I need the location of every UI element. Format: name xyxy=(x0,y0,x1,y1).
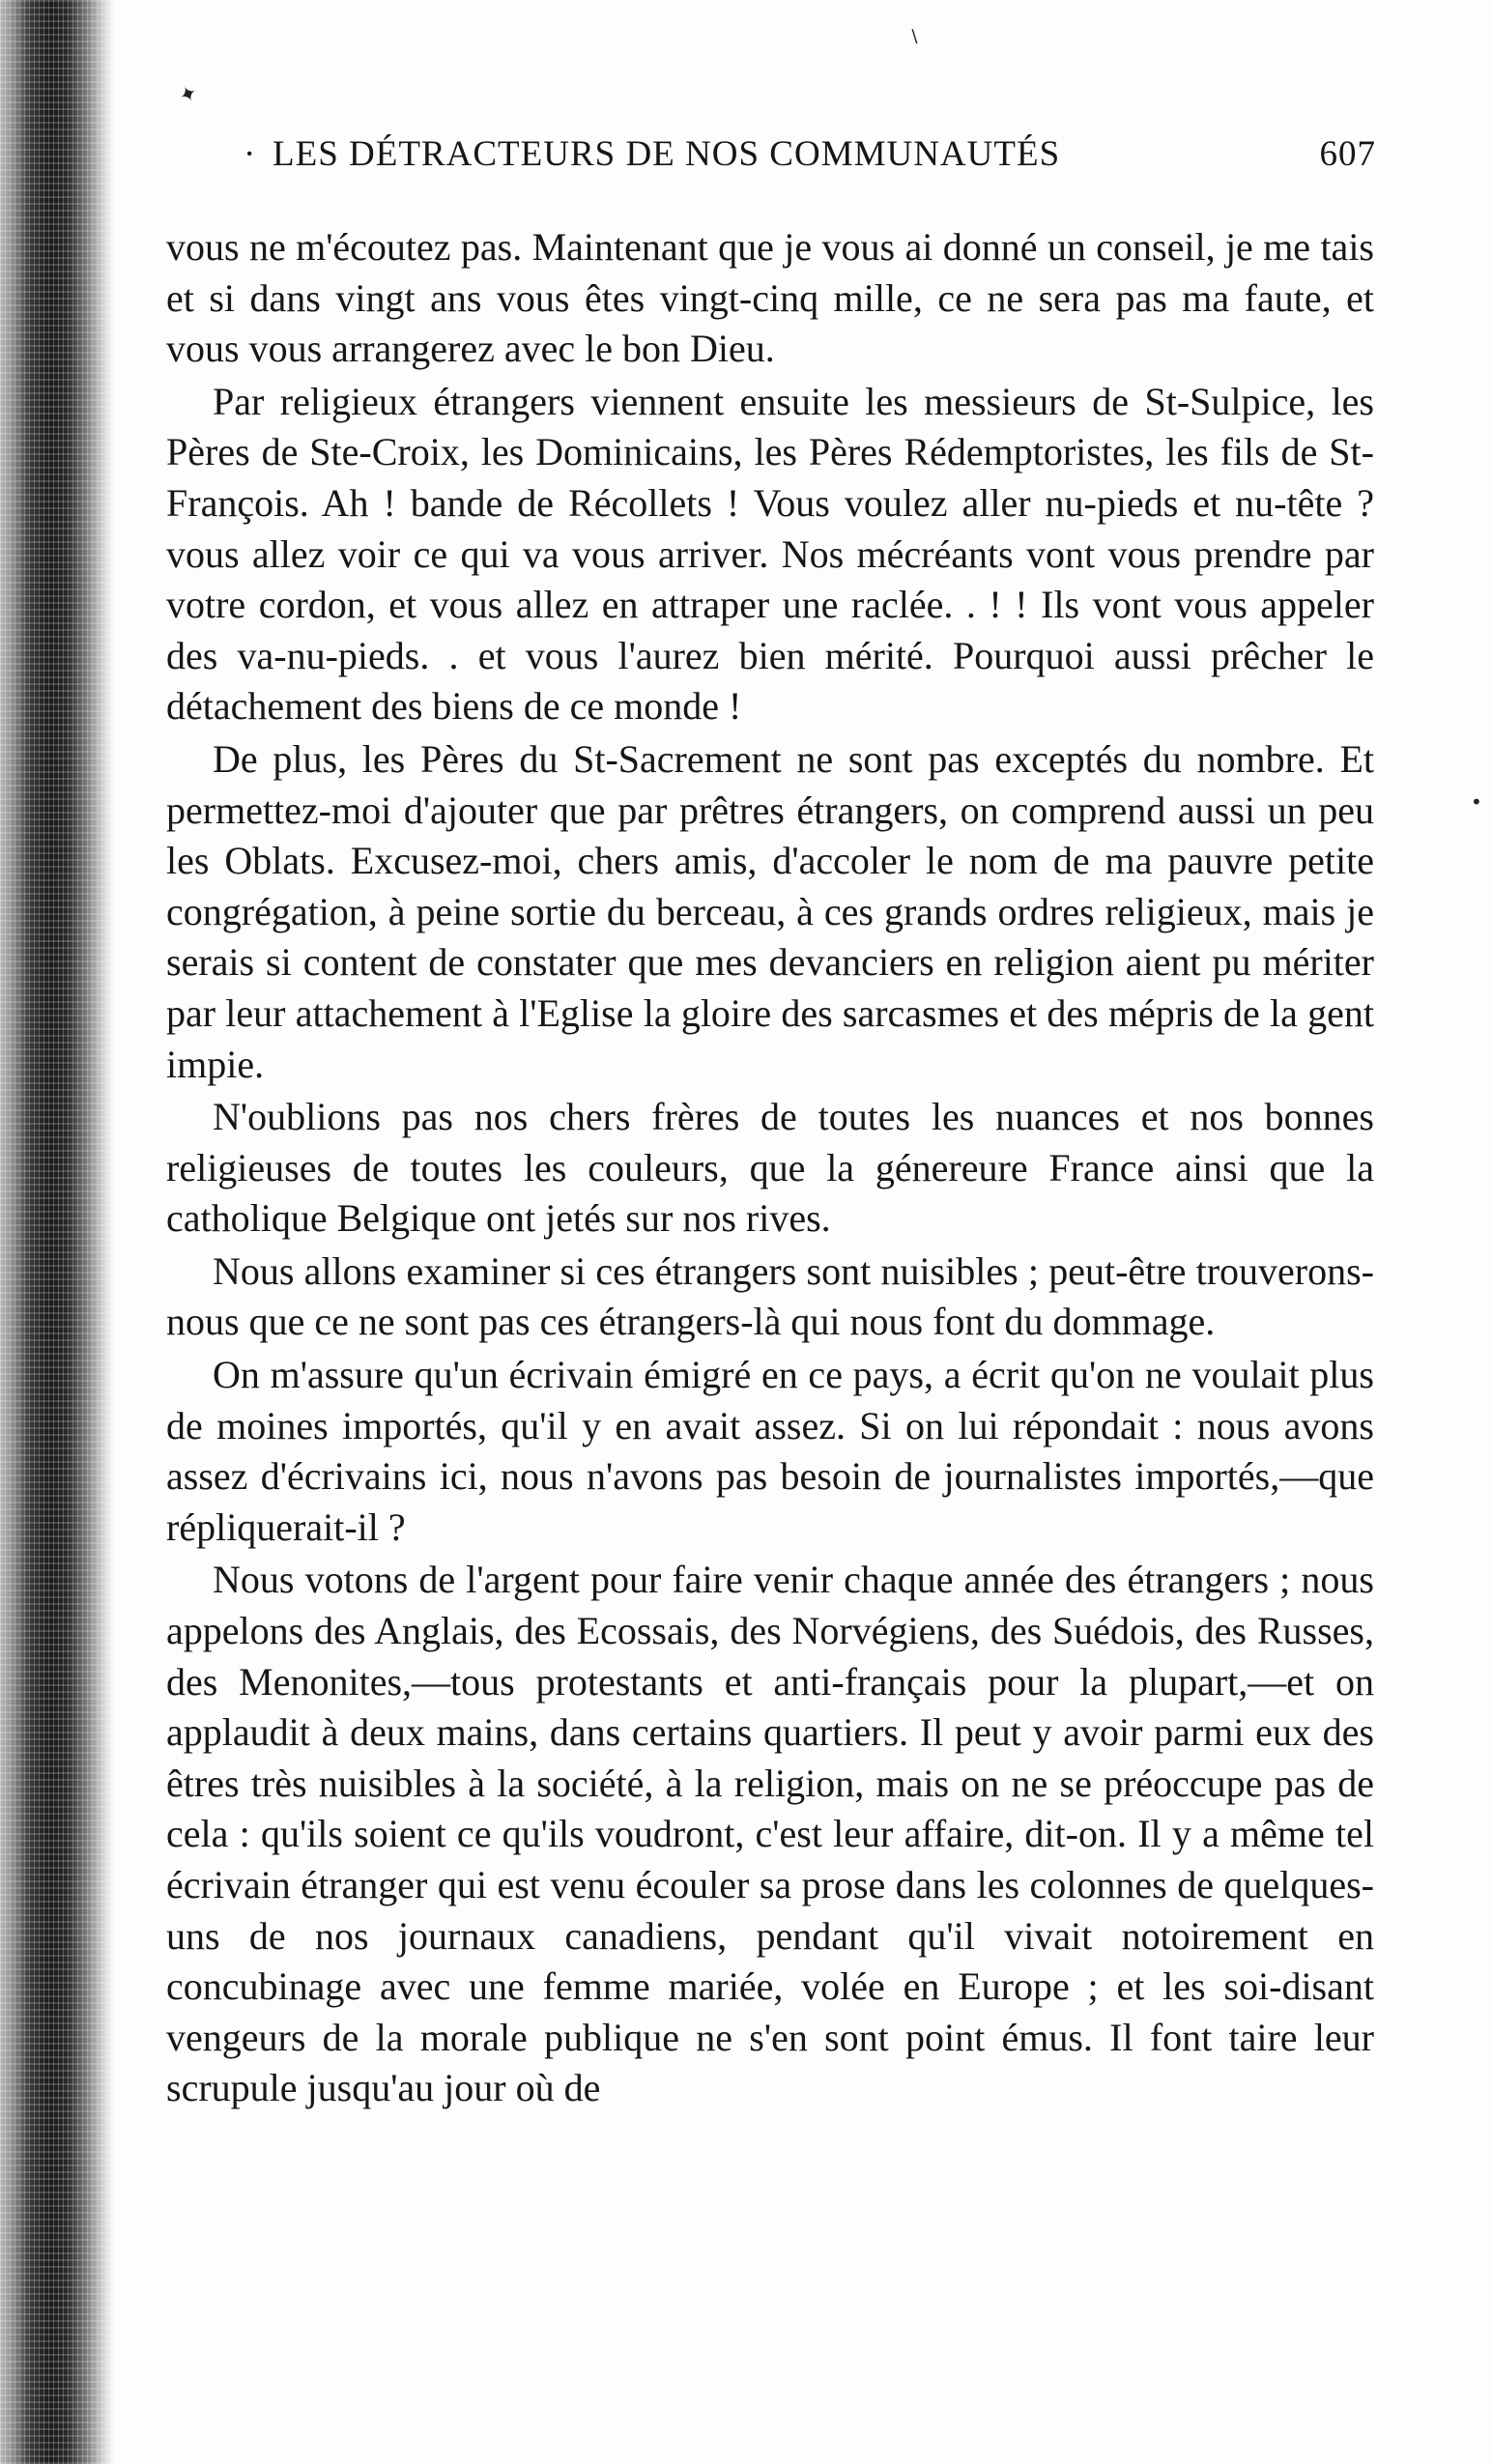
ink-speck: ∖ xyxy=(908,27,920,47)
ink-speck: ✦ xyxy=(175,80,202,110)
paragraph: De plus, les Pères du St-Sacrement ne sont pas exceptés du nombre. Et permettez-moi d'ajouter que par prêtres étrangers, on comprend aussi un peu les Oblats. Excusez-moi, chers amis, d'accoler le nom de ma pauvre petite congrégation, à peine sortie du berceau, à ces grands ordres religieux, mais je serais si content de constater que mes devanciers en religion aient pu mériter par leur attachement à l'Eglise la gloire des sarcasmes et des mépris de la gent impie. xyxy=(166,736,1374,1086)
binding-edge xyxy=(0,0,114,2464)
paragraph: Nous votons de l'argent pour faire venir chaque année des étrangers ; nous appelons des Anglais, des Ecossais, des Norvégiens, des Suédois, des Russes, des Menonites,—tous protestants et anti-français pour la plupart,—et on applaudit à deux mains, dans certains quartiers. Il peut y avoir parmi eux des êtres très nuisibles à la société, à la religion, mais on ne se préoccupe pas de cela : qu'ils soient ce qu'ils voudront, c'est leur affaire, dit-on. Il y a même tel écrivain étranger qui est venu écouler sa prose dans les colonnes de quelques-uns de nos journaux canadiens, pendant qu'il vivait notoirement en concubinage avec une femme mariée, volée en Europe ; et les soi-disant vengeurs de la morale publique ne s'en sont point émus. Il font taire leur scrupule jusqu'au jour où de xyxy=(166,1558,1374,2110)
paragraph: On m'assure qu'un écrivain émigré en ce pays, a écrit qu'on ne voulait plus de moines importés, qu'il y en avait assez. Si on lui répondait : nous avons assez d'écrivains ici, nous n'avons pas besoin de journalistes importés,—que répliquerait-il ? xyxy=(166,1353,1374,1549)
running-head xyxy=(244,133,1376,182)
paragraph: N'oublions pas nos chers frères de toutes les nuances et nos bonnes religieuses de toutes les couleurs, que la génereure France ainsi que la catholique Belgique ont jetés sur nos rives. xyxy=(166,1095,1374,1241)
running-head-dot: · xyxy=(244,134,257,174)
ink-speck: • xyxy=(1471,790,1482,814)
paragraph: vous ne m'écoutez pas. Maintenant que je vous ai donné un conseil, je me tais et si dans vingt ans vous êtes vingt-cinq mille, ce ne sera pas ma faute, et vous vous arrangerez avec le bon Dieu. xyxy=(166,225,1374,371)
paragraph: Nous allons examiner si ces étrangers sont nuisibles ; peut-être trouverons-nous que ce ne sont pas ces étrangers-là qui nous font du dommage. xyxy=(166,1248,1374,1344)
page-number: 607 xyxy=(1319,134,1376,174)
running-head-title: LES DÉTRACTEURS DE NOS COMMUNAUTÉS xyxy=(273,134,1061,174)
body-text xyxy=(166,222,1374,2114)
paragraph: Par religieux étrangers viennent ensuite les messieurs de St-Sulpice, les Pères de Ste-Croix, les Dominicains, les Pères Rédemptoristes, les fils de St-François. Ah ! bande de Récollets ! Vous voulez aller nu-pieds et nu-tête ? vous allez voir ce qui va vous arriver. Nos mécréants vont vous prendre par votre cordon, et vous allez en attraper une raclée. . ! ! Ils vont vous appeler des va-nu-pieds. . et vous l'aurez bien mérité. Pourquoi aussi prêcher le détachement des biens de ce monde ! xyxy=(166,379,1374,729)
